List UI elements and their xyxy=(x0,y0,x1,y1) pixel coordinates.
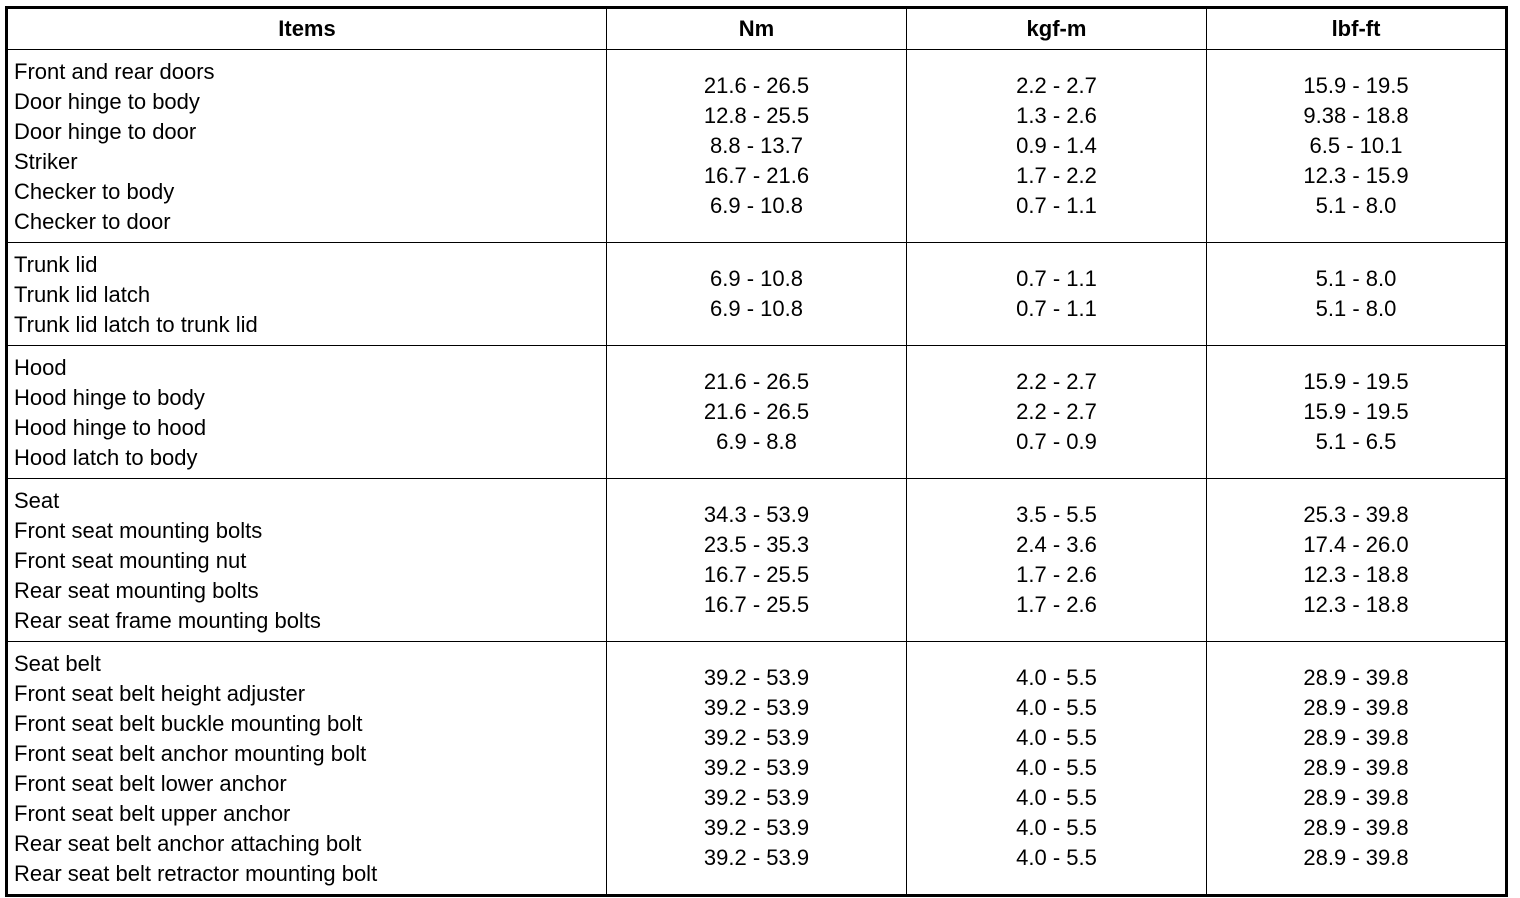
header-kgfm: kgf-m xyxy=(907,8,1207,50)
lbfft-value: 5.1 - 8.0 xyxy=(1315,193,1397,218)
lbfft-value: 12.3 - 18.8 xyxy=(1303,562,1409,587)
lbfft-cell xyxy=(1207,642,1507,896)
header-nm: Nm xyxy=(607,8,907,50)
lbfft-value: 28.9 - 39.8 xyxy=(1303,815,1409,840)
table-row xyxy=(7,243,1507,346)
lbfft-value: 17.4 - 26.0 xyxy=(1303,532,1409,557)
nm-value: 16.7 - 25.5 xyxy=(703,562,810,587)
lbfft-value: 28.9 - 39.8 xyxy=(1303,695,1409,720)
lbfft-value: 25.3 - 39.8 xyxy=(1303,502,1409,527)
lbfft-value: 15.9 - 19.5 xyxy=(1303,369,1409,394)
lbfft-value: 6.5 - 10.1 xyxy=(1309,133,1403,158)
lbfft-value: 28.9 - 39.8 xyxy=(1303,845,1409,870)
lbfft-value: 15.9 - 19.5 xyxy=(1303,399,1409,424)
kgfm-value: 4.0 - 5.5 xyxy=(1016,785,1097,810)
kgfm-value: 4.0 - 5.5 xyxy=(1016,725,1097,750)
nm-value: 6.9 - 10.8 xyxy=(710,193,803,218)
nm-value: 39.2 - 53.9 xyxy=(703,665,810,690)
kgfm-value: 1.3 - 2.6 xyxy=(1016,103,1097,128)
nm-value: 34.3 - 53.9 xyxy=(703,502,810,527)
item-label: Hood hinge to body xyxy=(14,385,205,410)
item-label: Rear seat mounting bolts xyxy=(14,578,259,603)
header-lbfft: lbf-ft xyxy=(1207,8,1507,50)
kgfm-value: 0.9 - 1.4 xyxy=(1016,133,1097,158)
item-label: Front seat belt upper anchor xyxy=(14,801,291,826)
nm-cell xyxy=(607,479,907,642)
kgfm-value: 0.7 - 1.1 xyxy=(1016,296,1097,321)
nm-value: 6.9 - 8.8 xyxy=(716,429,797,454)
table-row xyxy=(7,642,1507,896)
lbfft-value: 28.9 - 39.8 xyxy=(1303,785,1409,810)
item-label: Door hinge to body xyxy=(14,89,200,114)
kgfm-value: 2.4 - 3.6 xyxy=(1016,532,1097,557)
items-cell xyxy=(7,479,607,642)
nm-value: 23.5 - 35.3 xyxy=(703,532,810,557)
nm-cell xyxy=(607,642,907,896)
nm-value: 21.6 - 26.5 xyxy=(703,369,810,394)
lbfft-value: 5.1 - 8.0 xyxy=(1315,296,1397,321)
nm-cell xyxy=(607,50,907,243)
lbfft-value: 15.9 - 19.5 xyxy=(1303,73,1409,98)
lbfft-cell xyxy=(1207,50,1507,243)
item-label: Front seat mounting nut xyxy=(14,548,247,573)
kgfm-value: 2.2 - 2.7 xyxy=(1016,369,1097,394)
lbfft-value: 9.38 - 18.8 xyxy=(1303,103,1409,128)
item-label: Trunk lid latch xyxy=(14,282,151,307)
items-cell xyxy=(7,346,607,479)
items-cell xyxy=(7,642,607,896)
nm-value: 39.2 - 53.9 xyxy=(703,755,810,780)
torque-spec-table xyxy=(5,6,1508,897)
lbfft-cell xyxy=(1207,479,1507,642)
nm-cell xyxy=(607,243,907,346)
kgfm-cell xyxy=(907,346,1207,479)
kgfm-value: 4.0 - 5.5 xyxy=(1016,665,1097,690)
kgfm-value: 2.2 - 2.7 xyxy=(1016,399,1097,424)
nm-value: 6.9 - 10.8 xyxy=(710,266,803,291)
items-cell xyxy=(7,50,607,243)
item-label: Front seat belt lower anchor xyxy=(14,771,287,796)
item-label: Front seat belt anchor mounting bolt xyxy=(14,741,367,766)
table-row xyxy=(7,50,1507,243)
item-label: Front seat belt buckle mounting bolt xyxy=(14,711,363,736)
kgfm-value: 0.7 - 1.1 xyxy=(1016,193,1097,218)
item-label: Rear seat belt anchor attaching bolt xyxy=(14,831,362,856)
header-row xyxy=(7,8,1507,50)
lbfft-cell xyxy=(1207,346,1507,479)
nm-value: 12.8 - 25.5 xyxy=(703,103,810,128)
item-label: Striker xyxy=(14,149,78,174)
nm-value: 21.6 - 26.5 xyxy=(703,399,810,424)
kgfm-value: 0.7 - 1.1 xyxy=(1016,266,1097,291)
nm-value: 39.2 - 53.9 xyxy=(703,725,810,750)
kgfm-value: 2.2 - 2.7 xyxy=(1016,73,1097,98)
nm-value: 6.9 - 10.8 xyxy=(710,296,803,321)
nm-value: 8.8 - 13.7 xyxy=(710,133,803,158)
item-label: Hood hinge to hood xyxy=(14,415,207,440)
items-cell xyxy=(7,243,607,346)
item-label: Rear seat frame mounting bolts xyxy=(14,608,321,633)
lbfft-cell xyxy=(1207,243,1507,346)
group-title: Seat xyxy=(14,488,60,513)
lbfft-value: 28.9 - 39.8 xyxy=(1303,755,1409,780)
item-label: Rear seat belt retractor mounting bolt xyxy=(14,861,378,886)
nm-value: 39.2 - 53.9 xyxy=(703,785,810,810)
group-title: Hood xyxy=(14,355,67,380)
table-row xyxy=(7,346,1507,479)
kgfm-value: 1.7 - 2.6 xyxy=(1016,592,1097,617)
kgfm-cell xyxy=(907,479,1207,642)
nm-value: 39.2 - 53.9 xyxy=(703,695,810,720)
lbfft-value: 28.9 - 39.8 xyxy=(1303,665,1409,690)
kgfm-value: 4.0 - 5.5 xyxy=(1016,845,1097,870)
kgfm-value: 4.0 - 5.5 xyxy=(1016,695,1097,720)
item-label: Front seat mounting bolts xyxy=(14,518,263,543)
nm-value: 16.7 - 25.5 xyxy=(703,592,810,617)
group-title: Front and rear doors xyxy=(14,59,215,84)
lbfft-value: 12.3 - 15.9 xyxy=(1303,163,1409,188)
nm-value: 16.7 - 21.6 xyxy=(703,163,810,188)
nm-cell xyxy=(607,346,907,479)
item-label: Trunk lid latch to trunk lid xyxy=(14,312,258,337)
table-row xyxy=(7,479,1507,642)
item-label: Checker to door xyxy=(14,209,171,234)
kgfm-value: 3.5 - 5.5 xyxy=(1016,502,1097,527)
header-items: Items xyxy=(7,8,607,50)
kgfm-cell xyxy=(907,642,1207,896)
item-label: Hood latch to body xyxy=(14,445,198,470)
nm-value: 39.2 - 53.9 xyxy=(703,845,810,870)
nm-value: 21.6 - 26.5 xyxy=(703,73,810,98)
group-title: Trunk lid xyxy=(14,252,98,277)
kgfm-cell xyxy=(907,243,1207,346)
group-title: Seat belt xyxy=(14,651,101,676)
kgfm-value: 4.0 - 5.5 xyxy=(1016,755,1097,780)
lbfft-value: 28.9 - 39.8 xyxy=(1303,725,1409,750)
lbfft-value: 12.3 - 18.8 xyxy=(1303,592,1409,617)
item-label: Checker to body xyxy=(14,179,175,204)
kgfm-value: 4.0 - 5.5 xyxy=(1016,815,1097,840)
kgfm-value: 0.7 - 0.9 xyxy=(1016,429,1097,454)
kgfm-value: 1.7 - 2.6 xyxy=(1016,562,1097,587)
item-label: Door hinge to door xyxy=(14,119,197,144)
kgfm-cell xyxy=(907,50,1207,243)
kgfm-value: 1.7 - 2.2 xyxy=(1016,163,1097,188)
lbfft-value: 5.1 - 8.0 xyxy=(1315,266,1397,291)
nm-value: 39.2 - 53.9 xyxy=(703,815,810,840)
item-label: Front seat belt height adjuster xyxy=(14,681,306,706)
lbfft-value: 5.1 - 6.5 xyxy=(1315,429,1397,454)
